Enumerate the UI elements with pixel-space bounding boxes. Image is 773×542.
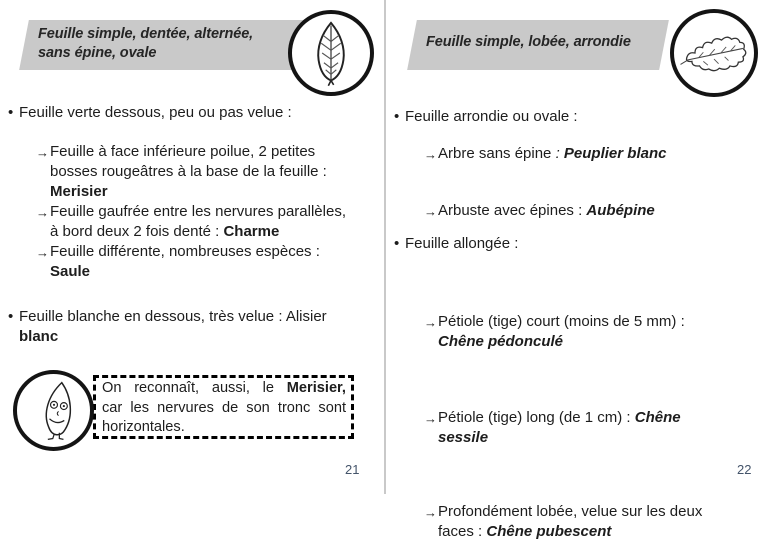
sub-line: Profondément lobée, velue sur les deux [438,503,703,520]
arrow-marker: → [36,205,49,220]
note-line [102,379,346,399]
sub-bullet-group [37,142,381,282]
note-line: horizontales. [102,419,185,435]
sub-bullet-merisier [37,142,381,202]
sub-bullet-chene-pubescent [425,502,773,542]
sub-bullet-chene-sessile [425,408,768,448]
right-page-title [412,20,664,52]
oak-leaf-icon [670,9,758,97]
sub-line-text: Arbre sans épine [438,145,556,162]
sub-line [438,201,768,221]
species-name: Saule [50,263,91,280]
arrow-marker: → [424,204,437,219]
bullet-item [8,103,389,123]
smiling-leaf-character-icon [13,370,94,451]
ovate-leaf-drawing [300,20,362,86]
sub-bullet-aubepine [425,201,768,221]
species-name: Chêne pubescent [486,523,612,540]
species-name: Chêne pédonculé [438,333,564,350]
note-text: On reconnaît, aussi, le [102,380,287,396]
leaf-character-drawing [24,380,84,442]
species-name: blanc [19,328,59,345]
ovate-leaf-icon [288,10,374,96]
species-name: Merisier, [286,380,346,396]
species-name: Peuplier blanc [563,145,667,162]
sub-line: bosses rougeâtres à la base de la feuille : [50,163,327,180]
arrow-marker: → [424,505,437,520]
oak-leaf-drawing [679,25,749,81]
species-name: Merisier [50,183,108,200]
note-line: car les nervures de son tronc sont [102,399,346,416]
bullet-marker: • [394,235,400,252]
bullet-text: Feuille arrondie ou ovale : [405,108,578,125]
page-22 [384,0,768,540]
right-title-banner [412,20,664,70]
page-21 [0,0,384,494]
bullet-item [8,307,391,347]
page-divider [384,0,386,494]
bullet-text: Feuille allongée : [405,235,519,252]
sub-line-text: Pétiole (tige) long (de 1 cm) : [438,409,635,426]
species-name: Chêne [634,409,681,426]
page-number: 21 [345,462,360,477]
left-page-title [24,20,312,63]
bullet-item [394,107,765,127]
sub-line [50,222,381,242]
sub-bullet-peuplier [425,144,768,164]
sub-line [438,522,773,542]
colon: : [555,145,564,162]
arrow-marker: → [424,147,437,162]
sub-line: Feuille à face inférieure poilue, 2 petites [50,143,316,160]
bullet-marker: • [394,108,400,125]
sub-bullet-charme [37,202,381,242]
sub-line [438,408,768,428]
sub-line-text: Arbuste avec épines : [438,202,587,219]
bullet-text: Feuille blanche en dessous, très velue : Alisier [19,308,327,325]
sub-line [438,144,768,164]
bullet-item [394,234,765,254]
species-name: Aubépine [586,202,655,219]
arrow-marker: → [36,245,49,260]
bullet-text: Feuille verte dessous, peu ou pas velue : [19,104,292,121]
left-title-banner [24,20,312,70]
title-line: Feuille simple, lobée, arrondie [426,34,631,50]
sub-line: Pétiole (tige) court (moins de 5 mm) : [438,313,685,330]
species-name: Charme [223,223,280,240]
sub-line-text: à bord deux 2 fois denté : [50,223,224,240]
title-line: sans épine, ovale [38,45,157,61]
sub-line-text: faces : [438,523,487,540]
bullet-marker: • [8,104,14,121]
arrow-marker: → [424,411,437,426]
bullet-marker: • [8,308,14,325]
sub-bullet-chene-pedoncule [425,312,768,352]
sub-bullet-saule [37,242,381,282]
sub-line: Feuille gaufrée entre les nervures parallèles, [50,203,346,220]
species-name: sessile [438,429,489,446]
arrow-marker: → [424,315,437,330]
sub-line: Feuille différente, nombreuses espèces : [50,243,320,260]
arrow-marker: → [36,145,49,160]
title-line: Feuille simple, dentée, alternée, [38,26,254,42]
page-number: 22 [737,462,752,477]
note-box [93,375,354,439]
